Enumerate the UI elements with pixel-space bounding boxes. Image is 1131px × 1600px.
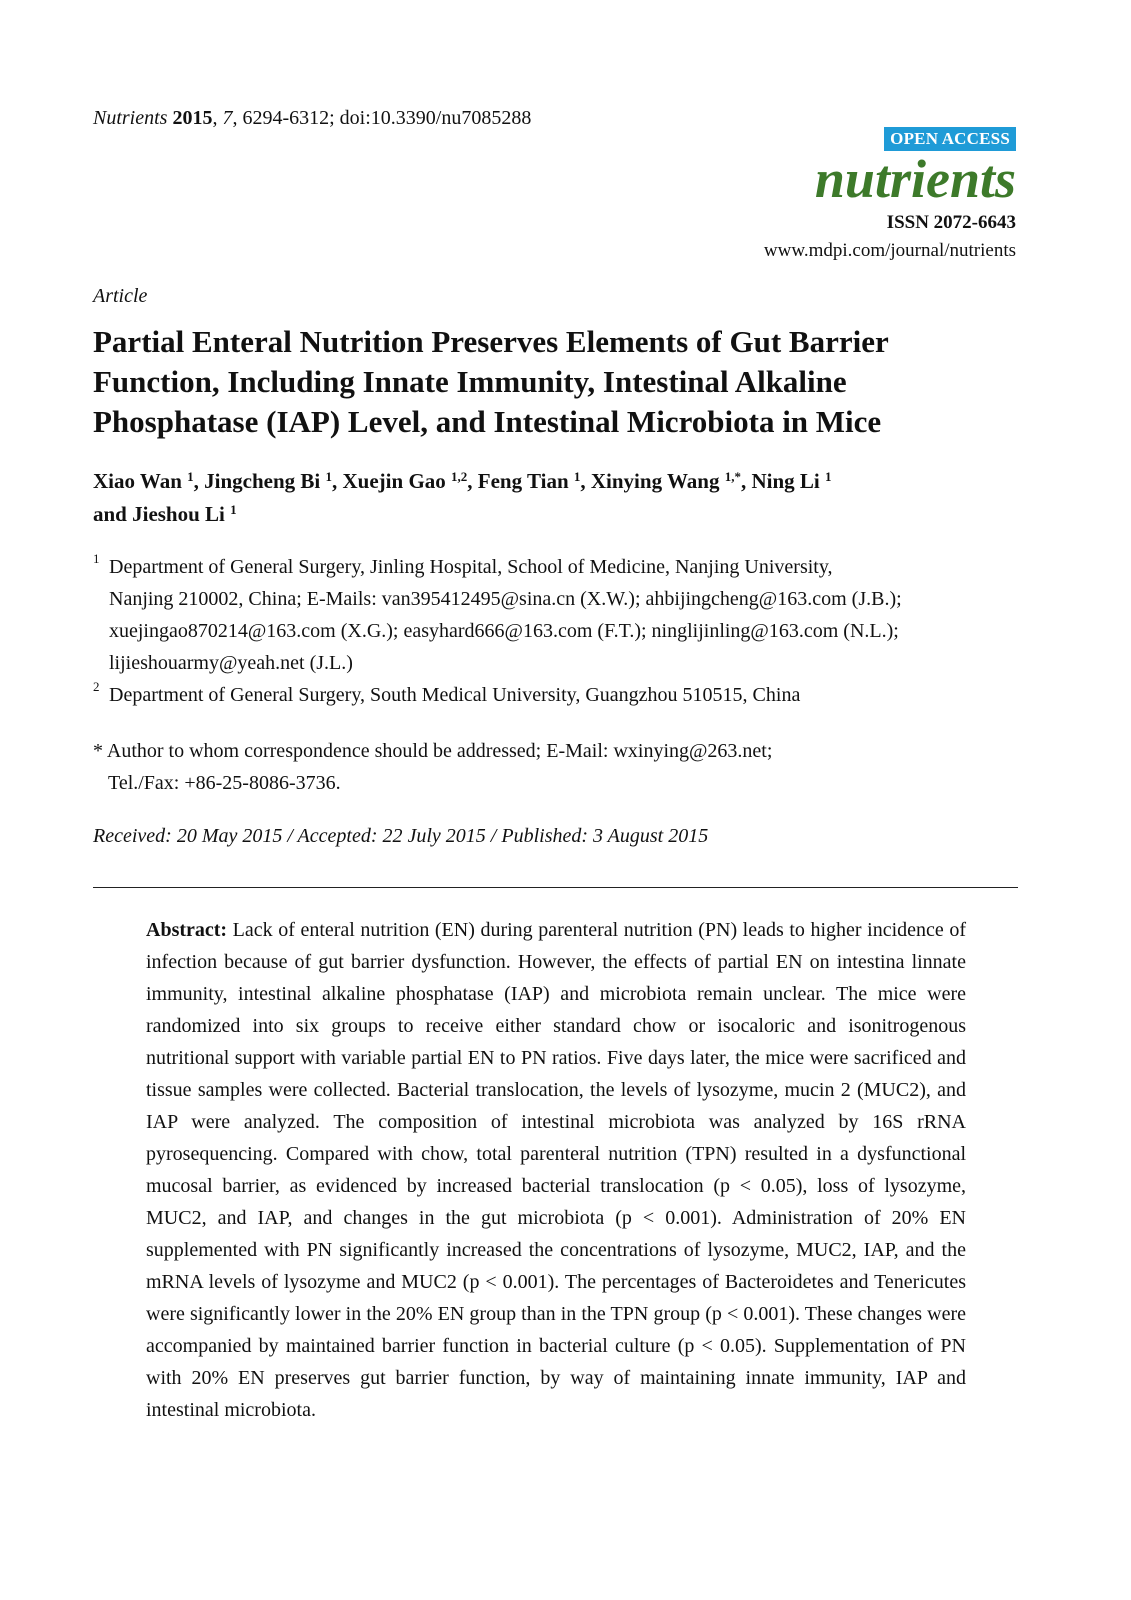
citation-volume: 7 <box>222 107 233 129</box>
open-access-badge: OPEN ACCESS <box>884 127 1016 151</box>
publication-dates: Received: 20 May 2015 / Accepted: 22 July 2015 / Published: 3 August 2015 <box>93 825 709 847</box>
affiliation-line: lijieshouarmy@yeah.net (J.L.) <box>109 652 353 674</box>
article-type: Article <box>93 285 148 307</box>
author-affiliation-mark: 1,* <box>724 469 741 484</box>
author-affiliation-mark: 1,2 <box>451 469 468 484</box>
author-name: Ning Li <box>751 469 820 493</box>
author-affiliation-mark: 1 <box>573 469 581 484</box>
affiliation-line: Department of General Surgery, Jinling Hospital, School of Medicine, Nanjing University, <box>109 556 833 578</box>
author-name: Jingcheng Bi <box>204 469 321 493</box>
title-line: Function, Including Innate Immunity, Intestinal Alkaline <box>93 364 847 399</box>
citation-year: 2015 <box>172 107 213 129</box>
affiliation-line: Nanjing 210002, China; E-Mails: van395412495@sina.cn (X.W.); ahbijingcheng@163.com (J.B.); <box>109 588 902 610</box>
author-line: Xiao Wan $^1$, Jingcheng Bi $^1$, Xuejin Gao $^{1,2}$, Feng Tian $^1$, Xinying Wang $^{1,*}$, Ning Li $^1$ <box>93 469 832 493</box>
author-joiner: and <box>93 502 127 526</box>
citation: Nutrients 2015, 7, 6294-6312; doi:10.3390/nu7085288 <box>93 107 532 129</box>
affiliations <box>93 551 1033 711</box>
article-title <box>93 322 1033 442</box>
author-affiliation-mark: 1 <box>187 469 194 484</box>
journal-logo: nutrients <box>814 149 1016 209</box>
author-line <box>93 498 1033 531</box>
correspondence-note <box>93 735 1033 799</box>
abstract <box>146 914 966 1426</box>
affiliation-2: 2 Department of General Surgery, South Medical University, Guangzhou 510515, China <box>93 679 1033 711</box>
affiliation-line: xuejingao870214@163.com (X.G.); easyhard666@163.com (F.T.); ninglijinling@163.com (N.L.); <box>109 620 899 642</box>
title-line: Partial Enteral Nutrition Preserves Elements of Gut Barrier <box>93 324 889 359</box>
author-name: Feng Tian <box>477 469 569 493</box>
abstract-label: Abstract: <box>146 919 228 941</box>
author-affiliation-mark: 1 <box>825 469 832 484</box>
correspondence-line: * Author to whom correspondence should be addressed; E-Mail: wxinying@263.net; <box>93 740 773 762</box>
author-affiliation-mark: 1 <box>230 502 237 517</box>
section-divider <box>93 887 1018 888</box>
correspondence-line: Tel./Fax: +86-25-8086-3736. <box>108 772 341 794</box>
affiliation-1: 1 Department of General Surgery, Jinling Hospital, School of Medicine, Nanjing University, Nanjing 210002, China; E-Mails: van395412495@sina.cn (X.W.); ahbijingcheng@163.com (J.B.); xuejingao870214@163.com (X.G.); easyhard666@163.com (F.T.); ninglijinling@163.com (N.L.); lijieshouarmy@yeah.net (J.L.) <box>93 551 1033 679</box>
author-affiliation-mark: 1 <box>325 469 333 484</box>
title-line: Phosphatase (IAP) Level, and Intestinal Microbiota in Mice <box>93 404 882 439</box>
author-name: Xinying Wang <box>590 469 720 493</box>
author-list <box>93 465 1033 531</box>
affiliation-line: Department of General Surgery, South Medical University, Guangzhou 510515, China <box>109 684 801 706</box>
author-name: Jieshou Li <box>132 502 225 526</box>
author-name: Xiao Wan <box>93 469 182 493</box>
abstract-text: Lack of enteral nutrition (EN) during parenteral nutrition (PN) leads to higher incidence of infection because of gut barrier dysfunction. However, the effects of partial EN on intestina linnate immunity, intestinal alkaline phosphatase (IAP) and microbiota remain unclear. The mice were randomized into six groups to receive either standard chow or isocaloric and isonitrogenous nutritional support with variable partial EN to PN ratios. Five days later, the mice were sacrificed and tissue samples were collected. Bacterial translocation, the levels of lysozyme, mucin 2 (MUC2), and IAP were analyzed. The composition of intestinal microbiota was analyzed by 16S rRNA pyrosequencing. Compared with chow, total parenteral nutrition (TPN) resulted in a dysfunctional mucosal barrier, as evidenced by increased bacterial translocation (p < 0.05), loss of lysozyme, MUC2, and IAP, and changes in the gut microbiota (p < 0.001). Administration of 20% EN supplemented with PN significantly increased the concentrations of lysozyme, MUC2, IAP, and the mRNA levels of lysozyme and MUC2 (p < 0.001). The percentages of Bacteroidetes and Tenericutes were significantly lower in the 20% EN group than in the TPN group (p < 0.001). These changes were accompanied by maintained barrier function in bacterial culture (p < 0.05). Supplementation of PN with 20% EN preserves gut barrier function, by way of maintaining innate immunity, IAP and intestinal microbiota. <box>146 919 967 1421</box>
citation-pages-doi: , 6294-6312; doi:10.3390/nu7085288 <box>232 107 532 129</box>
journal-name: Nutrients <box>93 107 168 129</box>
issn: ISSN 2072-6643 <box>886 212 1016 233</box>
journal-website-link[interactable]: www.mdpi.com/journal/nutrients <box>763 240 1016 261</box>
author-name: Xuejin Gao <box>342 469 446 493</box>
